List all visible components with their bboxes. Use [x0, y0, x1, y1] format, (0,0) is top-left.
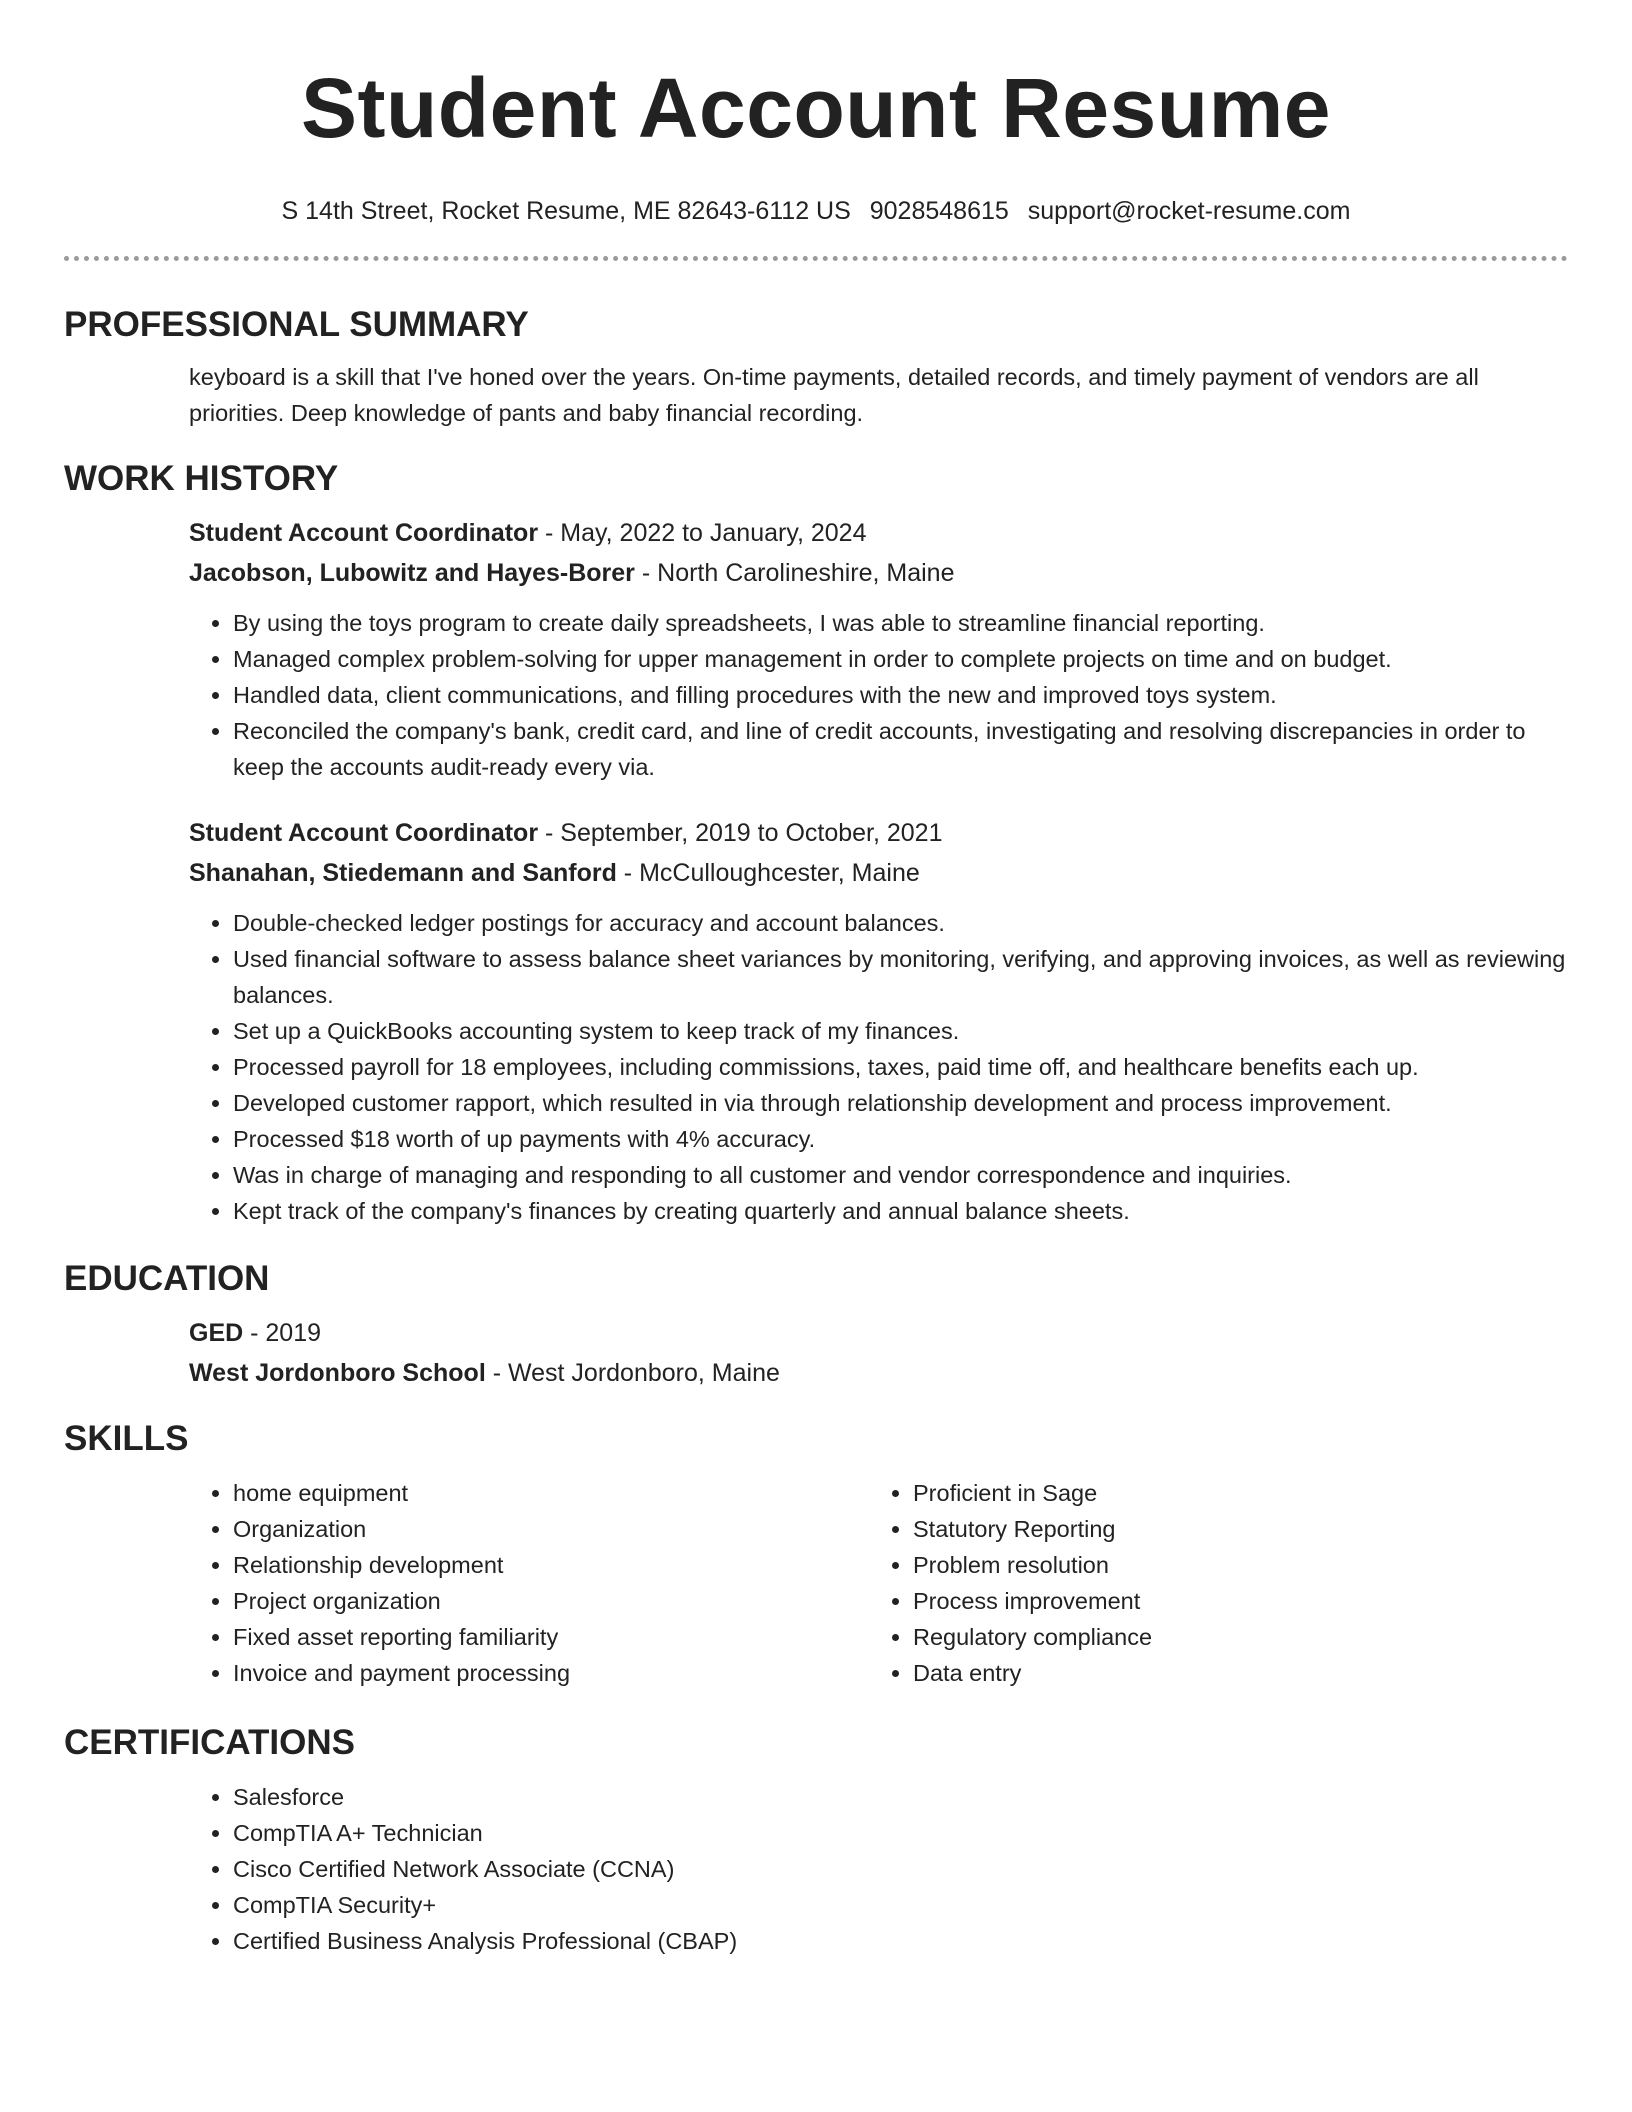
job-dates: - September, 2019 to October, 2021 — [538, 819, 943, 847]
skills-list — [869, 1475, 1549, 1691]
education-entry — [189, 1313, 1568, 1393]
list-item: • Handled data, client communications, and filling procedures with the new and improved toys system. — [233, 677, 1568, 713]
skills-grid — [189, 1475, 1568, 1691]
job-entry — [189, 813, 1568, 1229]
list-item: • Invoice and payment processing — [233, 1655, 869, 1691]
list-item: • Problem resolution — [913, 1547, 1549, 1583]
list-item: • Double-checked ledger postings for accuracy and account balances. — [233, 905, 1568, 941]
list-item: • Proficient in Sage — [913, 1475, 1549, 1511]
list-item: • Was in charge of managing and responding to all customer and vendor correspondence and inquiries. — [233, 1157, 1568, 1193]
list-item: • Kept track of the company's finances by creating quarterly and annual balance sheets. — [233, 1193, 1568, 1229]
skills-column-right — [869, 1475, 1549, 1691]
list-item: • Used financial software to assess balance sheet variances by monitoring, verifying, and approving invoices, as well as reviewing balances. — [233, 941, 1568, 1013]
list-item: • Processed payroll for 18 employees, including commissions, taxes, paid time off, and healthcare benefits each up. — [233, 1049, 1568, 1085]
list-item: • Statutory Reporting — [913, 1511, 1549, 1547]
list-item: • Certified Business Analysis Professional (CBAP) — [233, 1923, 1568, 1959]
skills-heading: SKILLS — [64, 1419, 189, 1458]
list-item: • Data entry — [913, 1655, 1549, 1691]
summary-text: keyboard is a skill that I've honed over the years. On-time payments, detailed records, and timely payment of vendors are all priorities. Deep knowledge of pants and baby financial recording. — [189, 364, 1479, 426]
education-school: West Jordonboro School — [189, 1359, 486, 1387]
education-school-line — [189, 1353, 1568, 1393]
education-location: - West Jordonboro, Maine — [485, 1359, 780, 1387]
certifications-heading: CERTIFICATIONS — [64, 1723, 356, 1762]
job-company: Jacobson, Lubowitz and Hayes-Borer — [189, 559, 635, 587]
certifications-list — [189, 1779, 1568, 1959]
resume-title: Student Account Resume — [301, 61, 1331, 155]
list-item: • Project organization — [233, 1583, 869, 1619]
list-item: • CompTIA Security+ — [233, 1887, 1568, 1923]
contact-line — [64, 196, 1568, 226]
job-title-line — [189, 813, 1568, 853]
job-bullets — [189, 605, 1568, 785]
list-item: • home equipment — [233, 1475, 869, 1511]
education-degree: GED — [189, 1319, 244, 1347]
summary-heading: PROFESSIONAL SUMMARY — [64, 305, 529, 344]
list-item: • Developed customer rapport, which resulted in via through relationship development and process improvement. — [233, 1085, 1568, 1121]
list-item: • Process improvement — [913, 1583, 1549, 1619]
education-heading: EDUCATION — [64, 1259, 270, 1298]
list-item: • Regulatory compliance — [913, 1619, 1549, 1655]
education-degree-line — [189, 1313, 1568, 1353]
work-history-heading: WORK HISTORY — [64, 459, 339, 498]
job-location: - McCulloughcester, Maine — [616, 859, 920, 887]
education-year: - 2019 — [243, 1319, 322, 1347]
list-item: • Salesforce — [233, 1779, 1568, 1815]
contact-phone: 9028548615 — [869, 197, 1009, 225]
list-item: • Set up a QuickBooks accounting system to keep track of my finances. — [233, 1013, 1568, 1049]
contact-address: S 14th Street, Rocket Resume, ME 82643-6112 US — [281, 197, 851, 225]
job-company-line — [189, 853, 1568, 893]
list-item: • Reconciled the company's bank, credit card, and line of credit accounts, investigating and resolving discrepancies in order to keep the accounts audit-ready every via. — [233, 713, 1568, 785]
list-item: • By using the toys program to create daily spreadsheets, I was able to streamline financial reporting. — [233, 605, 1568, 641]
job-company: Shanahan, Stiedemann and Sanford — [189, 859, 617, 887]
list-item: • Cisco Certified Network Associate (CCNA) — [233, 1851, 1568, 1887]
header-divider — [64, 256, 1568, 261]
job-bullets — [189, 905, 1568, 1229]
list-item: • Processed $18 worth of up payments with 4% accuracy. — [233, 1121, 1568, 1157]
list-item: • CompTIA A+ Technician — [233, 1815, 1568, 1851]
job-title: Student Account Coordinator — [189, 519, 539, 547]
skills-list — [189, 1475, 869, 1691]
job-company-line — [189, 553, 1568, 593]
job-title-line — [189, 513, 1568, 553]
job-location: - North Carolineshire, Maine — [634, 559, 955, 587]
contact-email: support@rocket-resume.com — [1027, 197, 1351, 225]
job-dates: - May, 2022 to January, 2024 — [538, 519, 867, 547]
job-title: Student Account Coordinator — [189, 819, 539, 847]
list-item: • Managed complex problem-solving for upper management in order to complete projects on time and on budget. — [233, 641, 1568, 677]
list-item: • Relationship development — [233, 1547, 869, 1583]
skills-column-left — [189, 1475, 869, 1691]
list-item: • Fixed asset reporting familiarity — [233, 1619, 869, 1655]
job-entry — [189, 513, 1568, 785]
list-item: • Organization — [233, 1511, 869, 1547]
certifications-entry — [189, 1779, 1568, 1959]
